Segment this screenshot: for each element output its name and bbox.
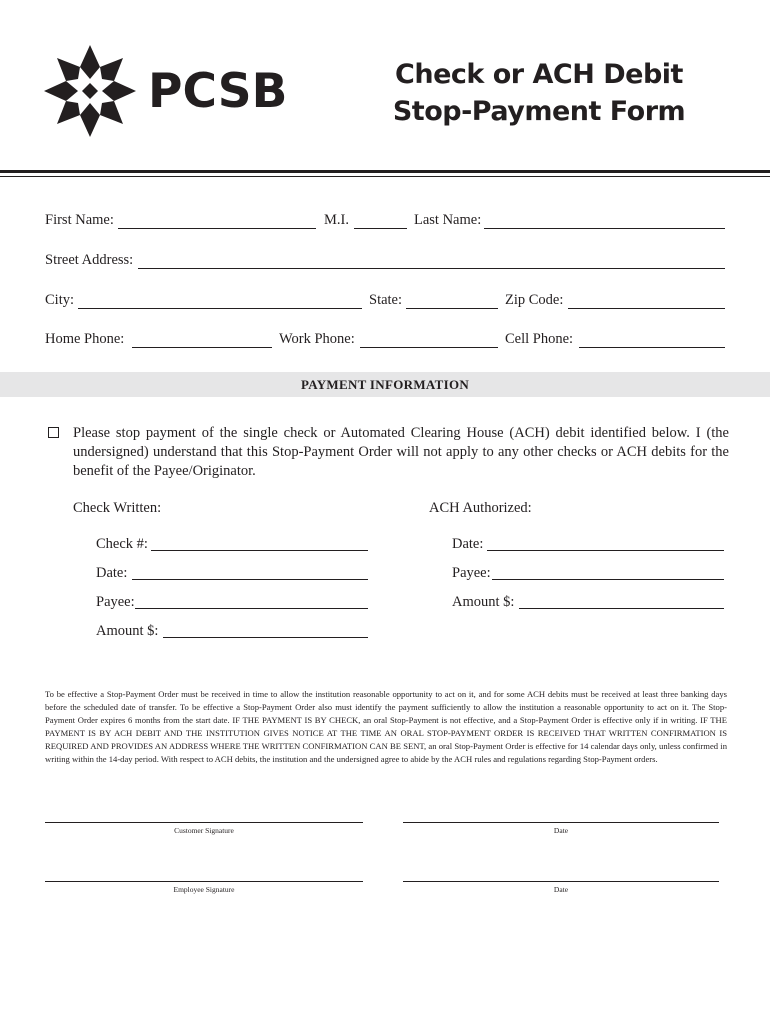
pcsb-star-logo-icon <box>44 45 136 137</box>
check-amount-label: Amount $: <box>96 623 159 639</box>
phone-row <box>45 329 725 351</box>
checkbox-icon[interactable] <box>48 427 59 438</box>
first-name-field[interactable] <box>118 228 316 229</box>
customer-signature-caption: Customer Signature <box>174 826 234 835</box>
check-written-heading: Check Written: <box>73 500 162 516</box>
employee-signature-field[interactable] <box>45 881 363 882</box>
ach-authorized-heading: ACH Authorized: <box>429 500 532 516</box>
employee-signature-caption: Employee Signature <box>173 885 235 894</box>
work-phone-label: Work Phone: <box>279 331 355 347</box>
employee-date-caption: Date <box>553 885 569 894</box>
check-payee-label: Payee: <box>96 594 135 610</box>
street-row <box>45 250 725 272</box>
work-phone-field[interactable] <box>360 347 498 348</box>
ach-amount-field[interactable] <box>519 608 724 609</box>
cell-phone-label: Cell Phone: <box>505 331 574 347</box>
name-row <box>45 210 725 232</box>
zip-code-field[interactable] <box>568 308 725 309</box>
mi-field[interactable] <box>354 228 407 229</box>
form-title-line-1: Check or ACH Debit <box>395 59 683 90</box>
payment-information-heading: PAYMENT INFORMATION <box>300 377 470 392</box>
street-address-label: Street Address: <box>45 252 134 268</box>
home-phone-label: Home Phone: <box>45 331 125 347</box>
check-amount-field[interactable] <box>163 637 368 638</box>
ach-payee-field[interactable] <box>492 579 724 580</box>
mi-label: M.I. <box>324 212 349 228</box>
ach-date-field[interactable] <box>487 550 724 551</box>
ach-date-label: Date: <box>452 536 484 552</box>
header-divider-thin <box>0 176 770 177</box>
check-payee-field[interactable] <box>135 608 368 609</box>
check-number-label: Check #: <box>96 536 148 552</box>
stop-payment-instruction: Please stop payment of the single check or Automated Clearing House (ACH) debit identified below. I (the undersigned) understand that this Stop-Payment Order will not apply to any other checks or ACH debits for the benefit of the Payee/Originator. <box>73 425 729 479</box>
customer-date-field[interactable] <box>403 822 719 823</box>
ach-payee-label: Payee: <box>452 565 491 581</box>
customer-date-caption: Date <box>553 826 569 835</box>
city-label: City: <box>45 292 75 308</box>
home-phone-field[interactable] <box>132 347 272 348</box>
state-label: State: <box>369 292 403 308</box>
street-address-field[interactable] <box>138 268 725 269</box>
zip-code-label: Zip Code: <box>505 292 564 308</box>
city-field[interactable] <box>78 308 362 309</box>
check-date-field[interactable] <box>132 579 368 580</box>
header-divider-thick <box>0 170 770 173</box>
employee-date-field[interactable] <box>403 881 719 882</box>
customer-signature-field[interactable] <box>45 822 363 823</box>
last-name-field[interactable] <box>484 228 725 229</box>
brand-name: PCSB <box>148 64 288 119</box>
first-name-label: First Name: <box>45 212 114 228</box>
ach-amount-label: Amount $: <box>452 594 515 610</box>
stop-payment-disclaimer: To be effective a Stop-Payment Order must be received in time to allow the institution reasonable opportunity to act on it, and for some ACH debits must be received at least three banking days before the scheduled date of transfer. To be effective a Stop-Payment Order also must identify the payment sufficiently to allow the institution a reasonable opportunity to act on it. The Stop-Payment Order expires 6 months from the start date. IF THE PAYMENT IS BY CHECK, an oral Stop-Payment is not effective, and a Stop-Payment Order is effective only if in writing. IF THE PAYMENT IS BY ACH DEBIT AND THE INSTITUTION GIVES NOTICE AT THE TIME AN ORAL STOP-PAYMENT ORDER IS RECEIVED THAT WRITTEN CONFIRMATION IS REQUIRED AND PROVIDES AN ADDRESS WHERE THE WRITTEN CONFIRMATION CAN BE SENT, an oral Stop-Payment Order is effective for 14 calendar days only, unless confirmed in writing within the 14-day period. With respect to ACH debits, the institution and the undersigned agree to abide by the ACH rules and regulations regarding Stop-Payment orders. <box>45 689 727 764</box>
form-title-line-2: Stop-Payment Form <box>392 96 686 127</box>
cell-phone-field[interactable] <box>579 347 725 348</box>
city-row <box>45 290 725 312</box>
form-title <box>384 56 694 130</box>
check-date-label: Date: <box>96 565 128 581</box>
last-name-label: Last Name: <box>414 212 482 228</box>
check-number-field[interactable] <box>151 550 368 551</box>
state-field[interactable] <box>406 308 498 309</box>
